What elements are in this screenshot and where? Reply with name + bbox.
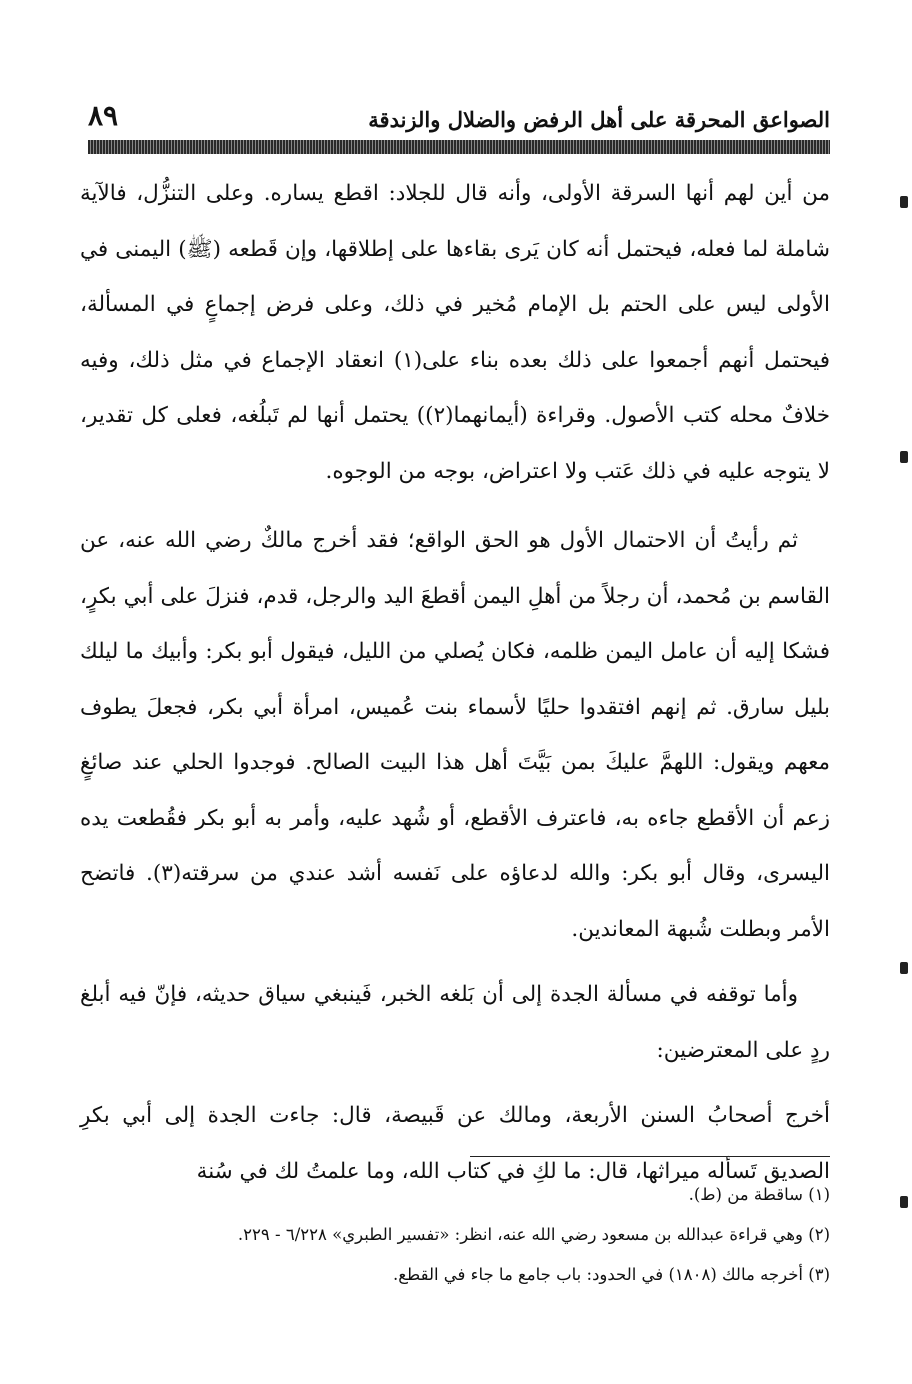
paragraph: وأما توقفه في مسألة الجدة إلى أن بَلغه الخبر، فَينبغي سياق حديثه، فإنّ فيه أبلغ ردٍ على المعترضين:: [80, 982, 830, 1063]
paragraph: من أين لهم أنها السرقة الأولى، وأنه قال للجلاد: اقطع يساره. وعلى التنزُّل، فالآية شاملة لما فعله، فيحتمل أنه كان يَرى بقاءها على إطلاقها، وإن قَطعه (ﷺ) اليمنى في الأولى ليس على الحتم بل الإمام مُخير في ذلك، وعلى فرض إجماعٍ في المسألة، فيحتمل أنهم أجمعوا على ذلك بعده بناء على(١) انعقاد الإجماع في مثل ذلك، وفيه خلافٌ محله كتب الأصول. وقراءة (أيمانهما(٢)) يحتمل أنها لم تَبلُغه، فعلى كل تقدير، لا يتوجه عليه في ذلك عَتب ولا اعتراض، بوجه من الوجوه.: [80, 181, 830, 484]
footnote-separator: [470, 1156, 830, 1157]
running-title: الصواعق المحرقة على أهل الرفض والضلال والزندقة: [368, 107, 830, 132]
scan-edge-mark: [900, 962, 908, 974]
scan-edge-mark: [900, 451, 908, 463]
header-rule: [88, 140, 830, 154]
main-text: [80, 166, 830, 1199]
paragraph: أخرج أصحابُ السنن الأربعة، ومالك عن قَبيصة، قال: جاءت الجدة إلى أبي بكرِ الصديق تَسأله ميراثها، قال: ما لكِ في كتاب الله، وما علمتُ لك في سُنة: [80, 1103, 830, 1184]
scan-edge-mark: [900, 1196, 908, 1208]
footnote: (٢) وهي قراءة عبدالله بن مسعود رضي الله عنه، انظر: «تفسير الطبري» ٦/٢٢٨ - ٢٢٩.: [237, 1225, 830, 1244]
footnotes: [88, 1175, 830, 1295]
footnote: (١) ساقطة من (ط).: [688, 1185, 830, 1204]
footnote: (٣) أخرجه مالك (١٨٠٨) في الحدود: باب جامع ما جاء في القطع.: [393, 1265, 830, 1284]
scan-edge-mark: [900, 196, 908, 208]
paragraph: ثم رأيتُ أن الاحتمال الأول هو الحق الواقع؛ فقد أخرج مالكٌ رضي الله عنه، عن القاسم بن مُحمد، أن رجلاً من أهلِ اليمن أقطعَ اليد والرجل، قدم، فنزلَ على أبي بكرٍ، فشكا إليه أن عامل اليمن ظلمه، فكان يُصلي من الليل، فيقول أبو بكر: وأبيك ما ليلك بليل سارق. ثم إنهم افتقدوا حليًا لأسماء بنت عُميس، امرأة أبي بكر، فجعلَ يطوف معهم ويقول: اللهمَّ عليكَ بمن بَيَّتَ أهل هذا البيت الصالح. فوجدوا الحلي عند صائغٍ زعم أن الأقطع جاءه به، فاعترف الأقطع، أو شُهد عليه، وأمر به أبو بكر فقُطعت يده اليسرى، وقال أبو بكر: والله لدعاؤه على نَفسه أشد عندي من سرقته(٣). فاتضح الأمر وبطلت شُبهة المعاندين.: [80, 528, 830, 942]
page-header: [88, 92, 830, 132]
page-number: ٨٩: [88, 99, 119, 132]
